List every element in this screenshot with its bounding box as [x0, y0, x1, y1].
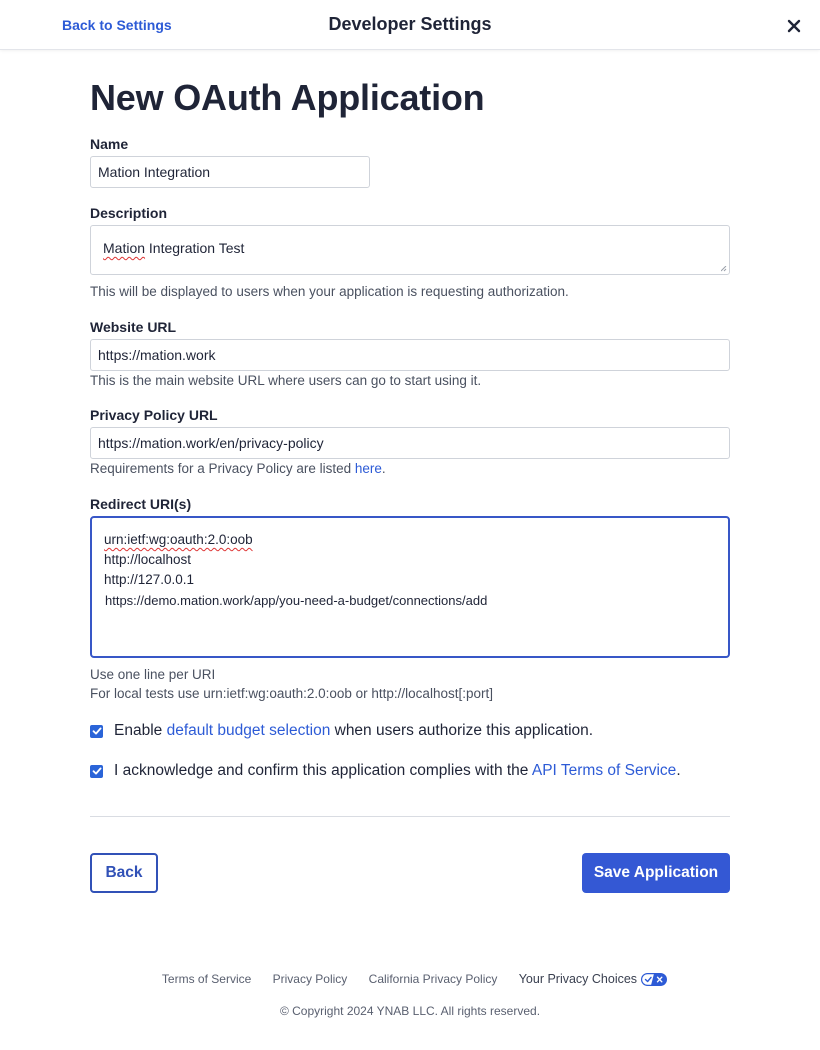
- website-url-hint: This is the main website URL where users can go to start using it.: [90, 373, 482, 388]
- description-hint: This will be displayed to users when your application is requesting authorization.: [90, 284, 569, 299]
- header-title: Developer Settings: [328, 14, 492, 34]
- back-button[interactable]: Back: [90, 853, 158, 893]
- footer-copyright: © Copyright 2024 YNAB LLC. All rights reserved.: [279, 1004, 541, 1018]
- redirect-uris-hint-2: For local tests use urn:ietf:wg:oauth:2.0:oob or http://localhost[:port]: [90, 686, 493, 701]
- close-button[interactable]: [784, 14, 804, 36]
- redirect-uri-line: http://localhost: [104, 552, 192, 567]
- resize-handle-icon[interactable]: [721, 266, 727, 272]
- redirect-uris-label: Redirect URI(s): [90, 496, 192, 512]
- description-label: Description: [90, 205, 168, 221]
- checkmark-icon: [92, 766, 102, 776]
- budget-selection-checkbox[interactable]: [90, 725, 103, 738]
- checkmark-icon: [92, 726, 102, 736]
- close-icon: [787, 19, 801, 33]
- footer-links: [0, 972, 820, 986]
- redirect-uri-line: https://demo.mation.work/app/you-need-a-budget/connections/add: [105, 593, 488, 608]
- api-terms-of-service-link[interactable]: API Terms of Service: [531, 762, 677, 779]
- privacy-policy-url-label: Privacy Policy URL: [90, 407, 218, 423]
- description-textarea[interactable]: [90, 225, 730, 275]
- terms-ack-checkbox[interactable]: [90, 765, 103, 778]
- privacy-policy-hint-suffix: .: [381, 461, 386, 476]
- top-bar: [0, 0, 820, 50]
- footer-privacy-link[interactable]: Privacy Policy: [272, 972, 348, 986]
- name-label: Name: [90, 136, 129, 152]
- budget-selection-text: Enable: [114, 722, 167, 739]
- description-misspelled-word: Mation: [103, 240, 146, 256]
- save-application-button[interactable]: Save Application: [582, 853, 730, 893]
- privacy-policy-hint: [90, 461, 386, 476]
- redirect-uris-textarea[interactable]: [90, 516, 730, 658]
- redirect-uris-hint-1: Use one line per URI: [90, 667, 216, 682]
- website-url-input[interactable]: [90, 339, 730, 371]
- footer-terms-link[interactable]: Terms of Service: [161, 972, 252, 986]
- footer-california-privacy-link[interactable]: California Privacy Policy: [368, 972, 498, 986]
- terms-ack-suffix: .: [676, 762, 681, 779]
- redirect-uri-line: http://127.0.0.1: [104, 572, 195, 587]
- privacy-options-icon: [641, 973, 667, 986]
- default-budget-selection-link[interactable]: default budget selection: [166, 722, 331, 739]
- privacy-requirements-link[interactable]: here: [354, 461, 382, 476]
- budget-selection-suffix: when users authorize this application.: [330, 722, 594, 739]
- website-url-label: Website URL: [90, 319, 177, 335]
- name-input[interactable]: [90, 156, 370, 188]
- privacy-policy-url-input[interactable]: [90, 427, 730, 459]
- back-to-settings-link[interactable]: Back to Settings: [62, 17, 172, 33]
- terms-ack-row: [90, 762, 681, 780]
- budget-selection-row: [90, 722, 593, 740]
- privacy-choices-label: Your Privacy Choices: [518, 972, 638, 986]
- privacy-policy-hint-text: Requirements for a Privacy Policy are listed: [90, 461, 355, 476]
- page-title: New OAuth Application: [90, 77, 485, 118]
- footer-privacy-choices-link[interactable]: [519, 972, 667, 986]
- redirect-uri-line: urn:ietf:wg:oauth:2.0:oob: [104, 532, 253, 547]
- description-text: Integration Test: [145, 240, 245, 256]
- terms-ack-text: I acknowledge and confirm this application complies with the: [114, 762, 532, 779]
- form-divider: [90, 816, 730, 817]
